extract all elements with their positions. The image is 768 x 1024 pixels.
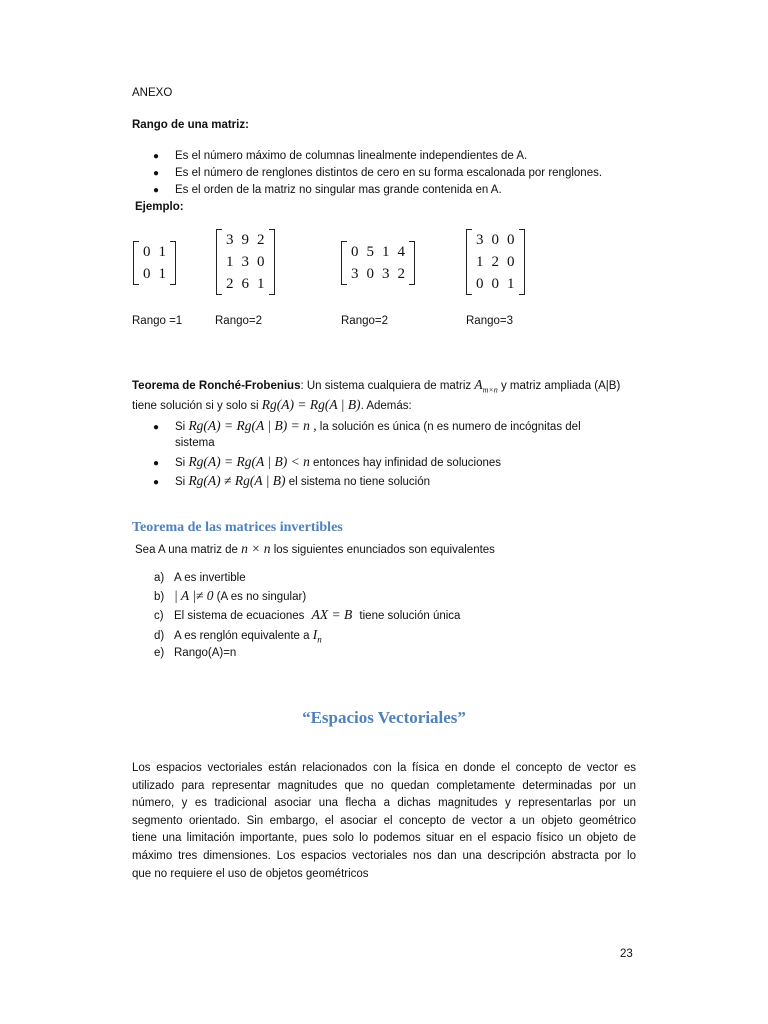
matrix-example-2: 3 9 2 1 3 0 2 6 1	[216, 229, 275, 295]
bullet-icon: ●	[153, 458, 160, 469]
matrix-example-4: 3 0 0 1 2 0 0 0 1	[466, 229, 525, 295]
rouche-bullet-continuation: sistema	[175, 437, 215, 449]
rank-bullet: ● Es el número de renglones distintos de cero en su forma escalonada por renglones.	[153, 167, 603, 179]
rank-bullet: ● Es el orden de la matriz no singular mas grande contenida en A.	[153, 184, 502, 196]
rank-label: Rango=3	[466, 315, 513, 327]
rouche-title: Teorema de Ronché-Frobenius	[132, 380, 301, 392]
page-number: 23	[620, 948, 633, 960]
rank-bullet: ● Es el número máximo de columnas linealmente independientes de A.	[153, 150, 528, 162]
rouche-bullet: ● Si Rg(A) = Rg(A | B) < n entonces hay infinidad de soluciones	[153, 454, 502, 469]
invertible-title: Teorema de las matrices invertibles	[132, 520, 343, 535]
rouche-condition: tiene solución si y solo si Rg(A) = Rg(A | B). Además:	[132, 397, 412, 412]
invertible-item: d) A es renglón equivalente a $I_n$	[154, 627, 322, 645]
bullet-icon: ●	[153, 185, 160, 196]
section-title: “Espacios Vectoriales”	[302, 708, 466, 727]
invertible-item: c) El sistema de ecuaciones AX = B tiene solución única	[154, 607, 461, 622]
invertible-item: e) Rango(A)=n	[154, 647, 237, 659]
invertible-item: b) | A |≠ 0 (A es no singular)	[154, 588, 307, 603]
invertible-item: a) A es invertible	[154, 572, 246, 584]
rouche-bullet: ● Si Rg(A) ≠ Rg(A | B) el sistema no tiene solución	[153, 473, 431, 488]
bullet-icon: ●	[153, 168, 160, 179]
annex-label: ANEXO	[132, 87, 173, 99]
bullet-icon: ●	[153, 477, 160, 488]
rank-title: Rango de una matriz:	[132, 119, 249, 131]
rank-label: Rango=2	[341, 315, 388, 327]
rouche-bullet: ● Si Rg(A) = Rg(A | B) = n , la solución es única (n es numero de incógnitas del	[153, 418, 581, 433]
bullet-icon: ●	[153, 151, 160, 162]
rouche-intro: Teorema de Ronché-Frobenius: Un sistema cualquiera de matriz $A_{m\times n}$ y matriz ampliada (A|B)	[132, 377, 621, 395]
rank-label: Rango=2	[215, 315, 262, 327]
example-label: Ejemplo:	[135, 201, 184, 213]
matrix-example-1: 0 1 0 1	[133, 241, 176, 285]
bullet-icon: ●	[153, 422, 160, 433]
matrix-example-3: 0 5 1 4 3 0 3 2	[341, 241, 415, 285]
vector-spaces-paragraph: Los espacios vectoriales están relacionados con la física en donde el concepto de vector es utilizado para representar magnitudes que no quedan completamente determinadas por un número, y es tradicional asociar una flecha a dichas magnitudes y representarlas por un segmento orientado. Sin embargo, el asociar el concepto de vector a un objeto geométrico tiene una limitación importante, pues solo lo podemos situar en el espacio físico un objeto de máximo tres dimensiones. Los espacios vectoriales nos dan una descripción abstracta por lo que no requiere el uso de objetos geométricos	[132, 762, 636, 880]
rank-label: Rango =1	[132, 315, 183, 327]
invertible-intro: Sea A una matriz de n × n los siguientes enunciados son equivalentes	[135, 541, 495, 556]
